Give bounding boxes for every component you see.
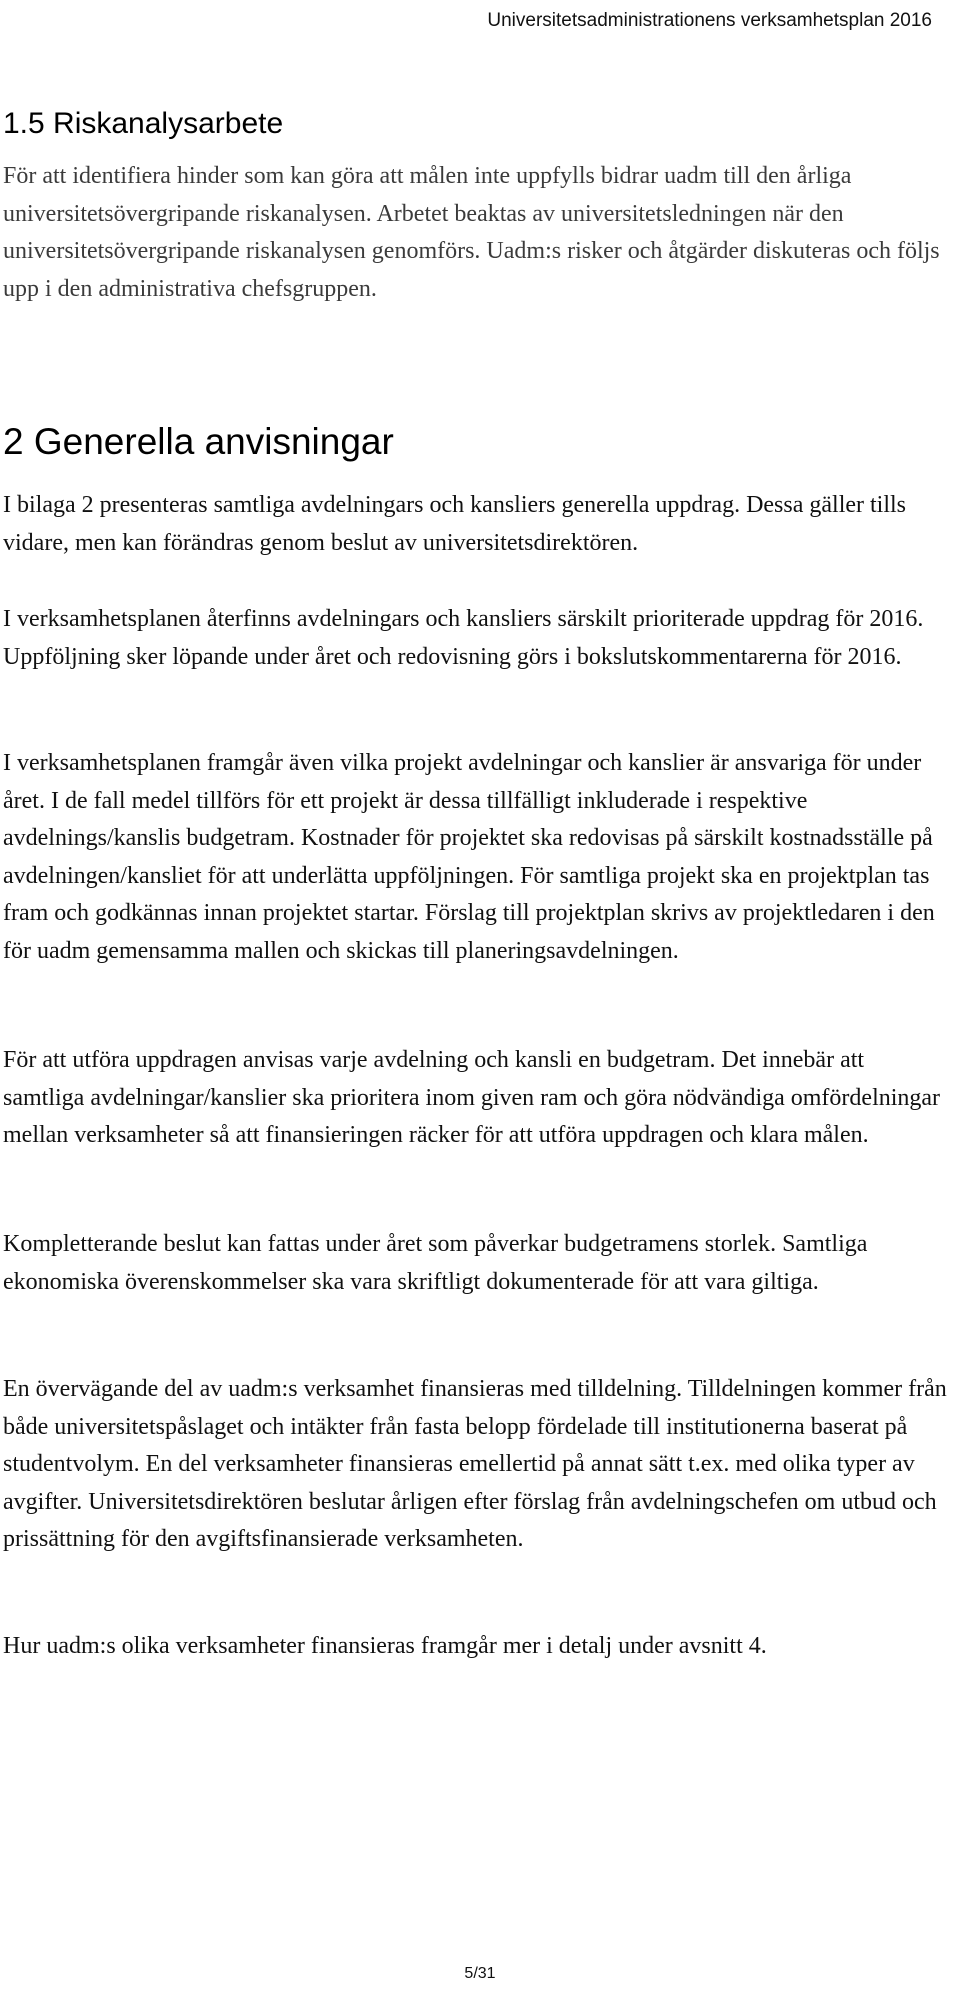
paragraph-finansiering: En övervägande del av uadm:s verksamhet finansieras med tilldelning. Tilldelningen kommer från både universitetspåslaget och intäkter från fasta belopp fördelade till institutionerna baserat på studentvolym. En del verksamheter finansieras emellertid på annat sätt t.ex. med olika typer av avgifter. Universitetsdirektören beslutar årligen efter förslag från avdelningschefen om utbud och prissättning för den avgiftsfinansierade verksamheten. <box>3 1376 947 1553</box>
paragraph-budgetram: För att utföra uppdragen anvisas varje avdelning och kansli en budgetram. Det innebär att samtliga avdelningar/kanslier ska prioritera inom given ram och göra nödvändiga omfördelningar mellan verksamheter så att finansieringen räcker för att utföra uppdragen och klara målen. <box>3 1047 941 1149</box>
page-number: 5/31 <box>464 1965 496 1982</box>
paragraph-kompletterande-beslut: Kompletterande beslut kan fattas under året som påverkar budgetramens storlek. Samtliga ekonomiska överenskommelser ska vara skriftligt dokumenterade för att vara giltiga. <box>3 1231 868 1295</box>
paragraph-bilaga: I bilaga 2 presenteras samtliga avdelningars och kansliers generella uppdrag. Dessa gäller tills vidare, men kan förändras genom beslut av universitetsdirektören. <box>3 492 907 556</box>
paragraph-projekt: I verksamhetsplanen framgår även vilka projekt avdelningar och kanslier är ansvariga för under året. I de fall medel tillförs för ett projekt är dessa tillfälligt inkluderade i respektive avdelnings/kanslis budgetram. Kostnader för projektet ska redovisas på särskilt kostnadsställe på avdelningen/kansliet för att underlätta uppföljningen. För samtliga projekt ska en projektplan tas fram och godkännas innan projektet startar. Förslag till projektplan skrivs av projektledaren i den för uadm gemensamma mallen och skickas till planeringsavdelningen. <box>3 750 935 964</box>
section-heading-generella-anvisningar: 2 Generella anvisningar <box>3 421 394 462</box>
paragraph-risk: För att identifiera hinder som kan göra att målen inte uppfylls bidrar uadm till den årliga universitetsövergripande riskanalysen. Arbetet beaktas av universitetsledningen när den universitetsövergripande riskanalysen genomförs. Uadm:s risker och åtgärder diskuteras och följs upp i den administrativa chefsgruppen. <box>3 163 940 302</box>
paragraph-prioriterade-uppdrag: I verksamhetsplanen återfinns avdelningars och kansliers särskilt prioriterade uppdrag för 2016. Uppföljning sker löpande under året och redovisning görs i bokslutskommentarerna för 2016. <box>3 606 924 670</box>
paragraph-avsnitt-4: Hur uadm:s olika verksamheter finansieras framgår mer i detalj under avsnitt 4. <box>3 1633 767 1659</box>
section-heading-riskanalysarbete: 1.5 Riskanalysarbete <box>3 107 284 140</box>
document-title: Universitetsadministrationens verksamhetsplan 2016 <box>487 10 932 31</box>
page-header <box>0 0 960 44</box>
